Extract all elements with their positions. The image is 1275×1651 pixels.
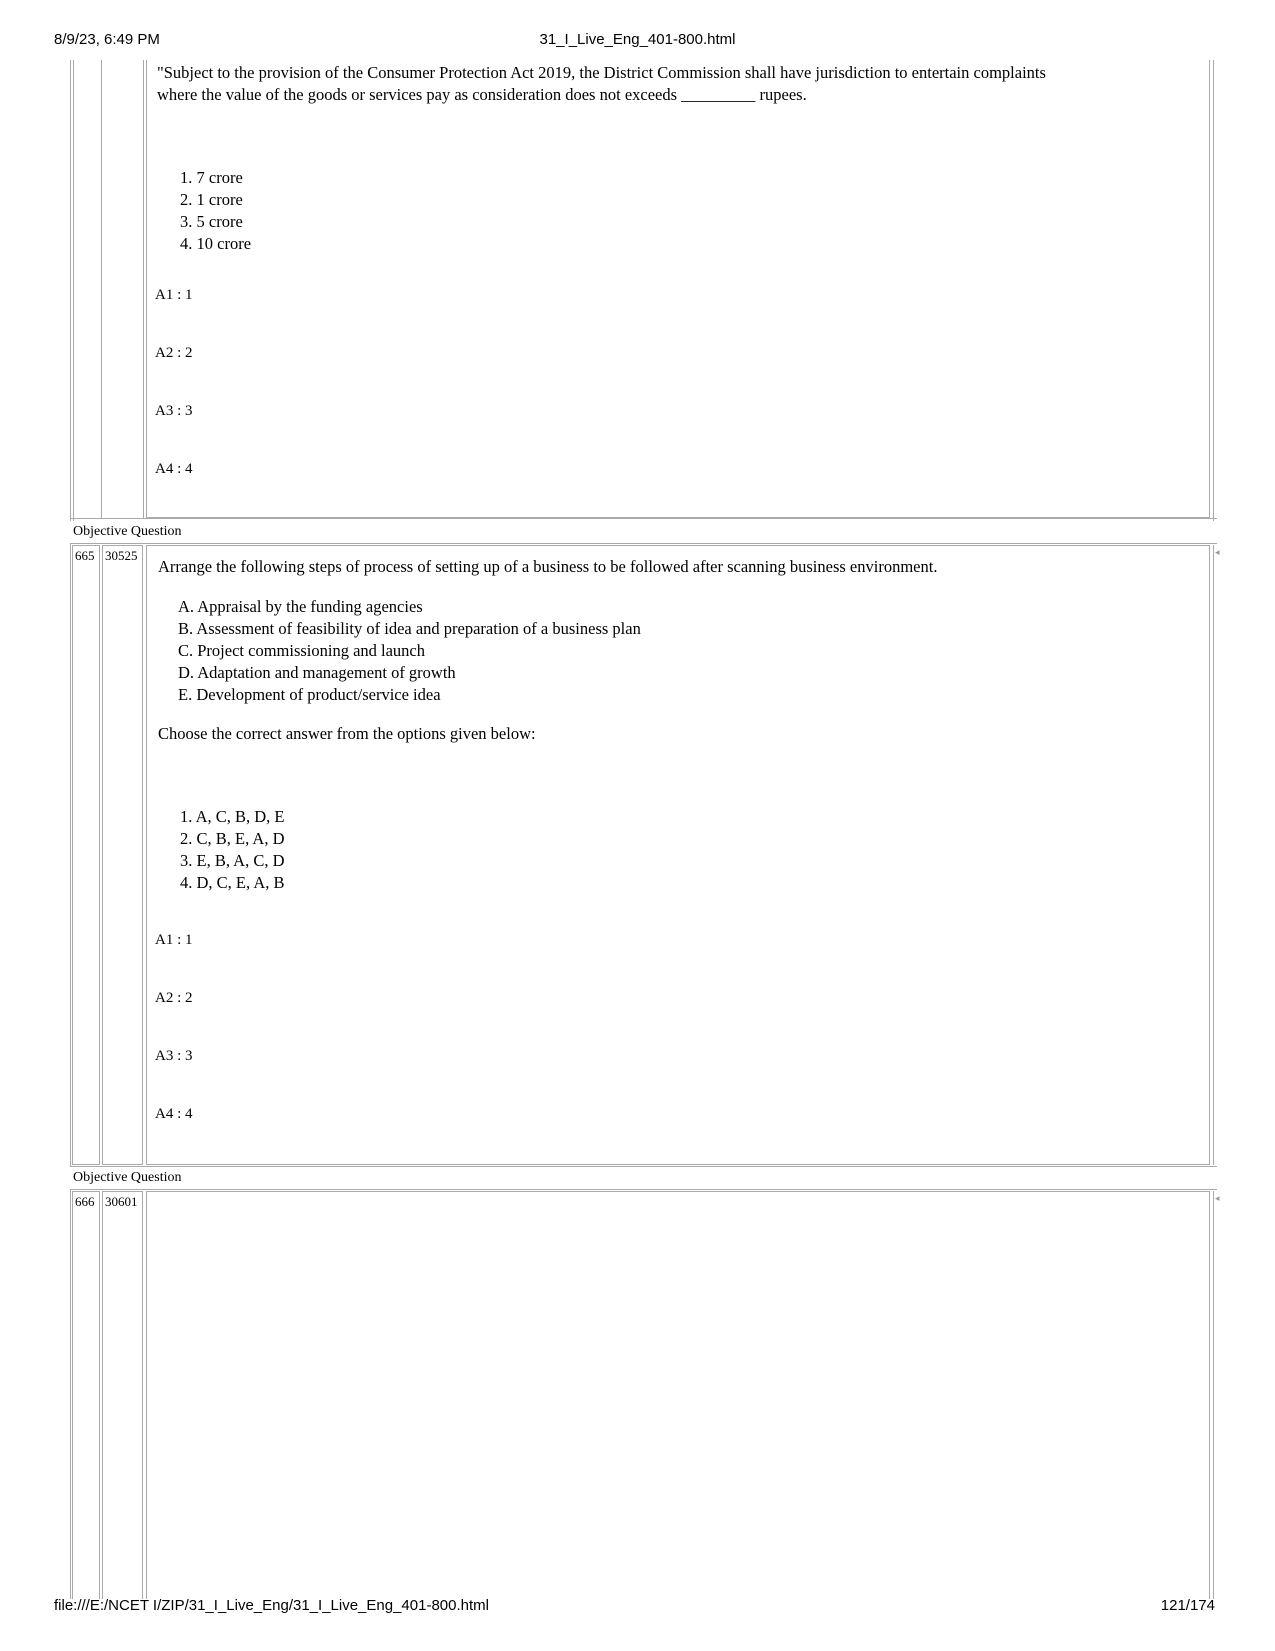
option-item: 1. 7 crore bbox=[180, 168, 243, 187]
table-border bbox=[1213, 60, 1214, 521]
page-number: 121/174 bbox=[1160, 1597, 1215, 1614]
answer-row: A2 : 2 bbox=[155, 990, 193, 1006]
overflow-mark-icon: ◂ bbox=[1215, 1193, 1220, 1203]
question-number: 665 bbox=[72, 545, 100, 1165]
answer-row: A1 : 1 bbox=[155, 287, 193, 303]
answer-row: A2 : 2 bbox=[155, 345, 193, 361]
option-item: 3. E, B, A, C, D bbox=[180, 851, 285, 870]
option-item: 2. C, B, E, A, D bbox=[180, 829, 285, 848]
print-date: 8/9/23, 6:49 PM bbox=[54, 31, 160, 48]
answer-row: A3 : 3 bbox=[155, 1048, 193, 1064]
question-content-cell bbox=[146, 1191, 1210, 1599]
table-border bbox=[1213, 545, 1214, 1165]
option-item: 4. D, C, E, A, B bbox=[180, 873, 285, 892]
option-item: 3. 5 crore bbox=[180, 212, 243, 231]
table-border bbox=[70, 518, 1217, 519]
table-border bbox=[70, 60, 71, 521]
question-type-label: Objective Question bbox=[73, 1170, 182, 1185]
step-item: E. Development of product/service idea bbox=[178, 685, 441, 704]
question-text-line: "Subject to the provision of the Consumer Protection Act 2019, the District Commission shall have jurisdiction to entertain complaints bbox=[157, 63, 1046, 82]
step-item: B. Assessment of feasibility of idea and preparation of a business plan bbox=[178, 619, 641, 638]
document-title: 31_I_Live_Eng_401-800.html bbox=[539, 31, 736, 48]
step-item: A. Appraisal by the funding agencies bbox=[178, 597, 423, 616]
option-item: 2. 1 crore bbox=[180, 190, 243, 209]
table-border bbox=[101, 60, 102, 518]
question-text: Arrange the following steps of process of setting up of a business to be followed after scanning business environment. bbox=[158, 557, 938, 576]
step-item: D. Adaptation and management of growth bbox=[178, 663, 456, 682]
option-item: 4. 10 crore bbox=[180, 234, 252, 253]
answer-row: A1 : 1 bbox=[155, 932, 193, 948]
question-id: 30601 bbox=[102, 1191, 143, 1599]
question-type-label: Objective Question bbox=[73, 524, 182, 539]
answer-row: A3 : 3 bbox=[155, 403, 193, 419]
question-text-line: where the value of the goods or services pay as consideration does not exceeds _________ rupees. bbox=[157, 85, 807, 104]
table-border bbox=[1213, 1191, 1214, 1599]
question-id: 30525 bbox=[102, 545, 143, 1165]
question-number: 666 bbox=[72, 1191, 100, 1599]
file-path: file:///E:/NCET I/ZIP/31_I_Live_Eng/31_I_Live_Eng_401-800.html bbox=[54, 1597, 489, 1614]
question-content-cell bbox=[146, 60, 1210, 518]
question-text bbox=[157, 62, 1197, 106]
instruction-text: Choose the correct answer from the options given below: bbox=[158, 724, 536, 743]
table-border bbox=[73, 60, 74, 521]
answer-row: A4 : 4 bbox=[155, 1106, 193, 1122]
answer-row: A4 : 4 bbox=[155, 461, 193, 477]
overflow-mark-icon: ◂ bbox=[1215, 547, 1220, 557]
option-item: 1. A, C, B, D, E bbox=[180, 807, 285, 826]
options-list bbox=[180, 806, 285, 894]
step-item: C. Project commissioning and launch bbox=[178, 641, 426, 660]
options-list bbox=[180, 167, 251, 255]
steps-list bbox=[178, 596, 641, 706]
table-border bbox=[143, 60, 144, 518]
